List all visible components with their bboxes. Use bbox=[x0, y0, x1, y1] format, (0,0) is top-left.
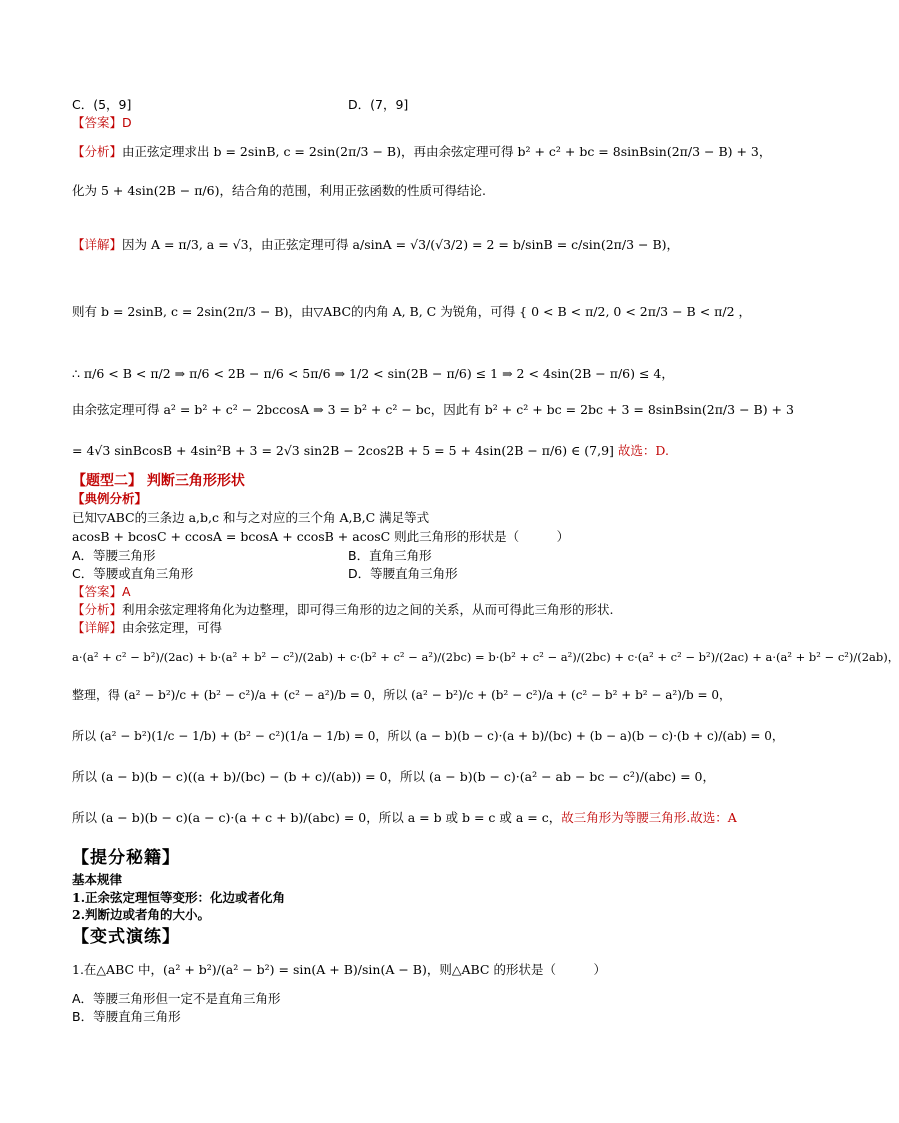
option-a: A．等腰三角形 bbox=[72, 548, 156, 563]
detail-text-5: = 4√3 sinBcosB + 4sin²B + 3 = 2√3 sin2B − 2cos2B + 5 = 5 + 4sin(2B − π/6) ∈ (7,9] bbox=[72, 443, 614, 458]
equation-2: 整理，得 (a² − b²)/c + (b² − c²)/a + (c² − a²)/b = 0，所以 (a² − b²)/c + (b² − c²)/a + (c² − b² + b² − a²)/b = 0， bbox=[72, 688, 731, 702]
detail-line-6 bbox=[72, 620, 222, 636]
answer-tag: 【答案】 bbox=[72, 115, 123, 130]
answer-value: D bbox=[122, 115, 132, 130]
option-b: B．直角三角形 bbox=[348, 548, 432, 563]
equation-5-tail: 故三角形为等腰三角形.故选：A bbox=[561, 810, 737, 825]
question-line-2: acosB + bcosC + ccosA = bcosA + ccosB + acosC 则此三角形的形状是（ ） bbox=[72, 529, 570, 544]
option-d: D．(7，9] bbox=[348, 97, 409, 112]
detail-tag-2: 【详解】 bbox=[72, 620, 123, 635]
option-d2: D．等腰直角三角形 bbox=[348, 566, 458, 581]
tips-subtitle: 基本规律 bbox=[72, 872, 123, 887]
analysis-tag: 【分析】 bbox=[72, 144, 123, 159]
detail-text-5-tail: 故选：D. bbox=[617, 443, 669, 458]
detail-line-3: ∴ π/6 < B < π/2 ⇒ π/6 < 2B − π/6 < 5π/6 ⇒ 1/2 < sin(2B − π/6) ≤ 1 ⇒ 2 < 4sin(2B − π/6) ≤ 4， bbox=[72, 366, 674, 381]
option-c2: C．等腰或直角三角形 bbox=[72, 566, 194, 581]
option-c: C．(5，9] bbox=[72, 97, 132, 112]
equation-1: a·(a² + c² − b²)/(2ac) + b·(a² + b² − c²)/(2ab) + c·(b² + c² − a²)/(2bc) = b·(b² + c² − a²)/(2bc) + c·(a² + c² − b²)/(2ac) + a·(a² + b² − c²)/(2ab)， bbox=[72, 650, 899, 664]
answer-tag-2: 【答案】 bbox=[72, 584, 123, 599]
answer-line bbox=[72, 115, 132, 131]
detail-line-2: 则有 b = 2sinB, c = 2sin(2π/3 − B)，由▽ABC的内角 A, B, C 为锐角，可得 { 0 < B < π/2, 0 < 2π/3 − B < π/2 ， bbox=[72, 304, 752, 319]
question-line-1: 已知▽ABC的三条边 a,b,c 和与之对应的三个角 A,B,C 满足等式 bbox=[72, 510, 430, 525]
equation-5-text: 所以 (a − b)(b − c)(a − c)·(a + c + b)/(abc) = 0，所以 a = b 或 b = c 或 a = c， bbox=[72, 810, 562, 825]
example-tag: 【典例分析】 bbox=[72, 491, 148, 506]
analysis-text-3: 利用余弦定理将角化为边整理，即可得三角形的边之间的关系，从而可得此三角形的形状. bbox=[122, 602, 614, 617]
practice-title: 【变式演练】 bbox=[72, 927, 180, 947]
equation-4: 所以 (a − b)(b − c)((a + b)/(bc) − (b + c)/(ab)) = 0，所以 (a − b)(b − c)·(a² − ab − bc − c²)/(abc) = 0， bbox=[72, 769, 716, 784]
analysis-line-1 bbox=[72, 144, 771, 160]
tips-title: 【提分秘籍】 bbox=[72, 848, 180, 868]
practice-option-a: A．等腰三角形但一定不是直角三角形 bbox=[72, 991, 281, 1006]
detail-line-4: 由余弦定理可得 a² = b² + c² − 2bccosA ⇒ 3 = b² + c² − bc，因此有 b² + c² + bc = 2bc + 3 = 8sinBsin(2π/3 − B) + 3 bbox=[72, 402, 794, 417]
detail-line-1 bbox=[72, 237, 679, 253]
answer-line-2 bbox=[72, 584, 131, 600]
detail-line-5 bbox=[72, 443, 669, 459]
analysis-text-1: 由正弦定理求出 b = 2sinB, c = 2sin(2π/3 − B)，再由余弦定理可得 b² + c² + bc = 8sinBsin(2π/3 − B) + 3， bbox=[122, 144, 772, 159]
tips-rule-2: 2.判断边或者角的大小。 bbox=[72, 907, 211, 922]
detail-text-1: 因为 A = π/3, a = √3，由正弦定理可得 a/sinA = √3/(√3/2) = 2 = b/sinB = c/sin(2π/3 − B)， bbox=[122, 237, 680, 252]
practice-question-1: 1.在△ABC 中，(a² + b²)/(a² − b²) = sin(A + B)/sin(A − B)，则△ABC 的形状是（ ） bbox=[72, 962, 606, 977]
analysis-tag-2: 【分析】 bbox=[72, 602, 123, 617]
answer-value-2: A bbox=[122, 584, 131, 599]
analysis-line-2: 化为 5 + 4sin(2B − π/6)，结合角的范围，利用正弦函数的性质可得结论. bbox=[72, 183, 486, 198]
analysis-line-3 bbox=[72, 602, 614, 618]
detail-tag: 【详解】 bbox=[72, 237, 123, 252]
detail-head: 由余弦定理，可得 bbox=[122, 620, 223, 635]
equation-3: 所以 (a² − b²)(1/c − 1/b) + (b² − c²)(1/a − 1/b) = 0，所以 (a − b)(b − c)·(a + b)/(bc) + (b − a)(b − c)·(b + c)/(ab) = 0， bbox=[72, 729, 784, 743]
equation-5 bbox=[72, 810, 737, 826]
tips-rule-1: 1.正余弦定理恒等变形：化边或者化角 bbox=[72, 890, 286, 905]
section-title-type2: 【题型二】 判断三角形形状 bbox=[72, 473, 245, 489]
practice-option-b: B．等腰直角三角形 bbox=[72, 1009, 181, 1024]
